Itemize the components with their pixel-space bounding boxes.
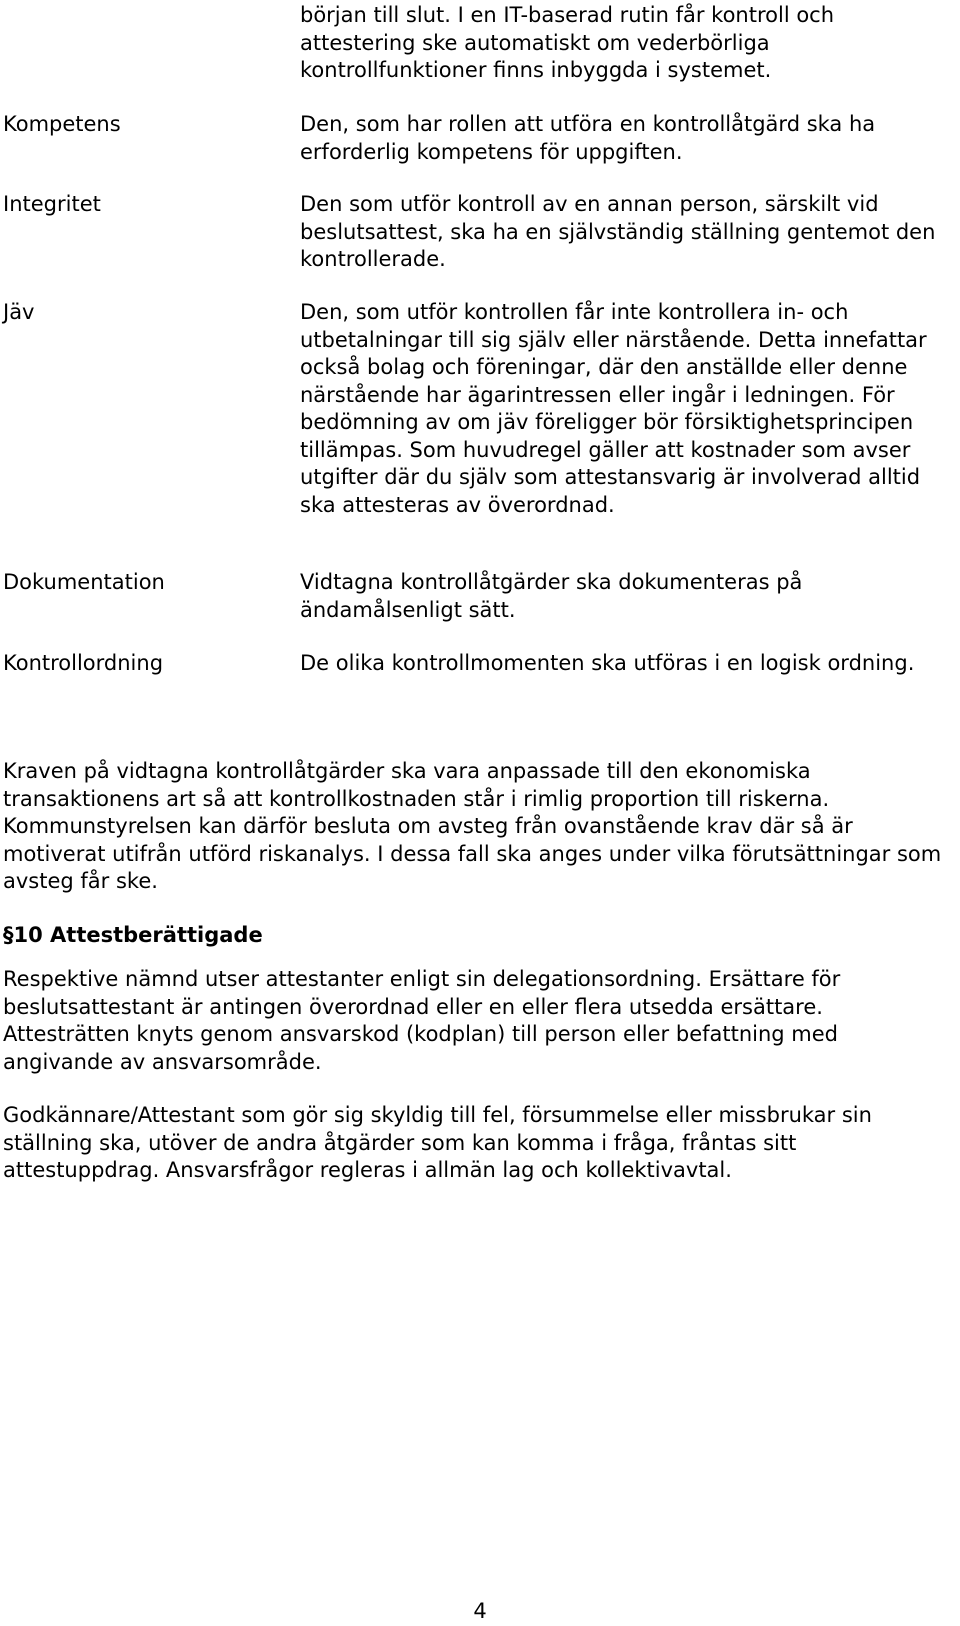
definition-text: Den, som utför kontrollen får inte kontrollera in- och utbetalningar till sig själv eller närstående. Detta innefattar också bolag och föreningar, där den anställde eller denne närstående har ägarintressen eller ingår i ledningen. För bedömning av om jäv föreligger bör försiktighetsprincipen tillämpas. Som huvudregel gäller att kostnader som avser utgifter där du själv som attestansvarig är involverad alltid ska attesteras av överordnad. — [300, 300, 927, 517]
page-number: 4 — [473, 1599, 487, 1623]
section-heading: §10 Attestberättigade — [3, 923, 263, 947]
section-paragraph: Respektive nämnd utser attestanter enligt sin delegationsordning. Ersättare för beslutsattestant är antingen överordnad eller en eller flera utsedda ersättare. Attesträtten knyts genom ansvarskod (kodplan) till person eller befattning med angivande av ansvarsområde. — [3, 967, 841, 1074]
intro-fragment: början till slut. I en IT-baserad rutin får kontroll och attestering ske automatiskt om vederbörliga kontrollfunktioner finns inbyggda i systemet. — [300, 3, 835, 82]
definition-text: Vidtagna kontrollåtgärder ska dokumenteras på ändamålsenligt sätt. — [300, 570, 803, 622]
definition-term: Dokumentation — [3, 570, 165, 594]
body-paragraph: Kraven på vidtagna kontrollåtgärder ska vara anpassade till den ekonomiska transaktionens art så att kontrollkostnaden står i rimlig proportion till riskerna. Kommunstyrelsen kan därför besluta om avsteg från ovanstående krav där så är motiverat utifrån utförd riskanalys. I dessa fall ska anges under vilka förutsättningar som avsteg får ske. — [3, 759, 942, 893]
section-paragraph: Godkännare/Attestant som gör sig skyldig till fel, försummelse eller missbrukar sin ställning ska, utöver de andra åtgärder som kan komma i fråga, fråntas sitt attestuppdrag. Ansvarsfrågor regleras i allmän lag och kollektivavtal. — [3, 1103, 872, 1182]
definition-term: Integritet — [3, 192, 101, 216]
definition-text: Den, som har rollen att utföra en kontrollåtgärd ska ha erforderlig kompetens för uppgiften. — [300, 112, 876, 164]
definition-text: Den som utför kontroll av en annan person, särskilt vid beslutsattest, ska ha en självständig ställning gentemot den kontrollerade. — [300, 192, 936, 271]
definition-term: Jäv — [3, 300, 35, 324]
definition-term: Kompetens — [3, 112, 121, 136]
definition-text: De olika kontrollmomenten ska utföras i en logisk ordning. — [300, 651, 915, 675]
definition-term: Kontrollordning — [3, 651, 164, 675]
